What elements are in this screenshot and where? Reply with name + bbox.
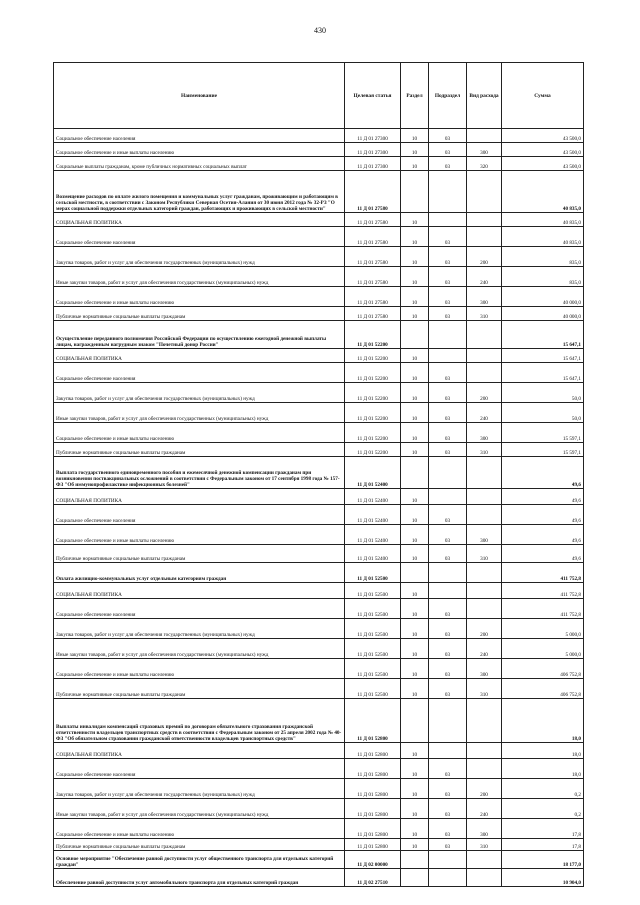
cell-section: 10 (401, 213, 429, 227)
cell-code: 11 Д 01 52800 (345, 779, 401, 799)
cell-subsection: 03 (429, 423, 467, 443)
header-type: Вид расхода (467, 63, 502, 129)
cell-code: 11 Д 01 52400 (345, 505, 401, 525)
cell-type (467, 583, 502, 599)
cell-code: 11 Д 01 52200 (345, 363, 401, 383)
cell-name: Социальное обеспечение населения (54, 129, 345, 143)
cell-subsection: 03 (429, 819, 467, 839)
cell-section: 10 (401, 489, 429, 505)
table-row (54, 819, 584, 839)
cell-sum: 49,6 (502, 545, 584, 563)
cell-subsection (429, 699, 467, 743)
table-row (54, 307, 584, 321)
cell-sum: 835,0 (502, 247, 584, 267)
cell-code: 11 Д 01 52200 (345, 349, 401, 363)
cell-sum: 15 647,1 (502, 363, 584, 383)
table-row (54, 869, 584, 887)
cell-type: 320 (467, 157, 502, 171)
cell-sum: 18 177,0 (502, 851, 584, 869)
table-row (54, 157, 584, 171)
cell-section (401, 851, 429, 869)
cell-code: 11 Д 01 52500 (345, 679, 401, 699)
cell-name: Обеспечение равной доступности услуг автомобильного транспорта для отдельных категорий граждан (54, 869, 345, 887)
cell-code: 11 Д 01 52400 (345, 489, 401, 505)
cell-subsection (429, 213, 467, 227)
cell-subsection: 03 (429, 129, 467, 143)
table-row (54, 851, 584, 869)
cell-type (467, 457, 502, 489)
cell-type (467, 869, 502, 887)
cell-type: 300 (467, 659, 502, 679)
cell-section (401, 869, 429, 887)
cell-sum: 50,0 (502, 383, 584, 403)
cell-section (401, 699, 429, 743)
cell-subsection: 03 (429, 383, 467, 403)
table-row (54, 779, 584, 799)
cell-type (467, 129, 502, 143)
cell-subsection: 03 (429, 443, 467, 457)
cell-sum: 18,0 (502, 743, 584, 759)
cell-sum: 49,6 (502, 505, 584, 525)
table-row (54, 171, 584, 213)
cell-sum: 17,8 (502, 839, 584, 851)
cell-name: Публичные нормативные социальные выплаты гражданам (54, 545, 345, 563)
cell-type (467, 227, 502, 247)
cell-type: 310 (467, 545, 502, 563)
cell-section: 10 (401, 307, 429, 321)
cell-section: 10 (401, 267, 429, 287)
cell-section: 10 (401, 743, 429, 759)
cell-subsection: 03 (429, 839, 467, 851)
cell-subsection (429, 489, 467, 505)
cell-name: Социальное обеспечение и иные выплаты населению (54, 423, 345, 443)
cell-name: Социальные выплаты гражданам, кроме публичных нормативных социальных выплат (54, 157, 345, 171)
cell-sum: 50,0 (502, 403, 584, 423)
cell-type (467, 349, 502, 363)
table-row (54, 599, 584, 619)
cell-code: 11 Д 01 27300 (345, 157, 401, 171)
cell-subsection (429, 171, 467, 213)
cell-subsection: 03 (429, 267, 467, 287)
cell-subsection: 03 (429, 599, 467, 619)
cell-code: 11 Д 01 52500 (345, 639, 401, 659)
cell-name: Социальное обеспечение и иные выплаты населению (54, 143, 345, 157)
cell-type: 300 (467, 819, 502, 839)
cell-name: Иные закупки товаров, работ и услуг для обеспечения государственных (муниципальных) нужд (54, 799, 345, 819)
cell-name: СОЦИАЛЬНАЯ ПОЛИТИКА (54, 583, 345, 599)
cell-sum: 43 500,0 (502, 129, 584, 143)
cell-section: 10 (401, 227, 429, 247)
cell-subsection: 03 (429, 287, 467, 307)
cell-section: 10 (401, 799, 429, 819)
cell-type (467, 599, 502, 619)
cell-type: 240 (467, 799, 502, 819)
table-row (54, 639, 584, 659)
cell-type: 310 (467, 443, 502, 457)
cell-sum: 15 647,1 (502, 349, 584, 363)
cell-code: 11 Д 01 52500 (345, 619, 401, 639)
cell-code: 11 Д 01 27300 (345, 129, 401, 143)
cell-code: 11 Д 01 52800 (345, 819, 401, 839)
cell-code: 11 Д 02 27510 (345, 869, 401, 887)
cell-section: 10 (401, 619, 429, 639)
cell-code: 11 Д 01 52500 (345, 583, 401, 599)
cell-section: 10 (401, 779, 429, 799)
cell-subsection: 03 (429, 403, 467, 423)
cell-type: 240 (467, 267, 502, 287)
table-row (54, 403, 584, 423)
cell-subsection: 03 (429, 639, 467, 659)
cell-subsection (429, 457, 467, 489)
cell-subsection (429, 869, 467, 887)
table-row (54, 287, 584, 307)
cell-code: 11 Д 01 52500 (345, 599, 401, 619)
cell-section: 10 (401, 363, 429, 383)
table-row (54, 505, 584, 525)
table-row (54, 743, 584, 759)
cell-name: Публичные нормативные социальные выплаты гражданам (54, 839, 345, 851)
cell-sum: 406 752,8 (502, 679, 584, 699)
cell-name: Социальное обеспечение и иные выплаты населению (54, 525, 345, 545)
cell-subsection: 03 (429, 525, 467, 545)
cell-sum: 49,6 (502, 525, 584, 545)
cell-sum: 411 752,8 (502, 583, 584, 599)
cell-name: Социальное обеспечение населения (54, 505, 345, 525)
cell-type: 310 (467, 307, 502, 321)
cell-subsection (429, 349, 467, 363)
cell-sum: 40 835,0 (502, 227, 584, 247)
cell-code: 11 Д 01 52400 (345, 545, 401, 563)
cell-subsection: 03 (429, 227, 467, 247)
cell-name: Закупка товаров, работ и услуг для обеспечения государственных (муниципальных) нужд (54, 383, 345, 403)
table-row (54, 363, 584, 383)
cell-type: 300 (467, 423, 502, 443)
cell-type: 240 (467, 639, 502, 659)
cell-sum: 0,2 (502, 779, 584, 799)
cell-section: 10 (401, 423, 429, 443)
cell-section: 10 (401, 287, 429, 307)
cell-sum: 0,2 (502, 799, 584, 819)
cell-section: 10 (401, 659, 429, 679)
cell-sum: 411 752,8 (502, 599, 584, 619)
cell-type: 310 (467, 839, 502, 851)
cell-name: СОЦИАЛЬНАЯ ПОЛИТИКА (54, 489, 345, 505)
cell-sum: 40 000,0 (502, 287, 584, 307)
cell-subsection: 03 (429, 247, 467, 267)
cell-code: 11 Д 01 52200 (345, 443, 401, 457)
cell-sum: 406 752,8 (502, 659, 584, 679)
cell-section: 10 (401, 599, 429, 619)
table-row (54, 679, 584, 699)
cell-type (467, 489, 502, 505)
cell-type: 300 (467, 525, 502, 545)
cell-type (467, 743, 502, 759)
header-name: Наименование (54, 63, 345, 129)
cell-name: Публичные нормативные социальные выплаты гражданам (54, 443, 345, 457)
cell-code: 11 Д 01 27580 (345, 307, 401, 321)
cell-subsection: 03 (429, 619, 467, 639)
cell-section (401, 321, 429, 349)
cell-section: 10 (401, 639, 429, 659)
table-row (54, 227, 584, 247)
cell-name: Закупка товаров, работ и услуг для обеспечения государственных (муниципальных) нужд (54, 619, 345, 639)
cell-type: 300 (467, 143, 502, 157)
cell-sum: 43 500,0 (502, 143, 584, 157)
table-row (54, 699, 584, 743)
cell-name: Социальное обеспечение и иные выплаты населению (54, 287, 345, 307)
table-row (54, 267, 584, 287)
table-body (54, 129, 584, 887)
cell-name: Выплаты инвалидам компенсаций страховых премий по договорам обязательного страхования гражданской ответственности владельцев транспортных средств в соответствии с Федеральным законом от 25 апреля 2002 года № 40-ФЗ "Об обязательном страховании гражданской ответственности владельцев транспортных средств" (54, 699, 345, 743)
cell-code: 11 Д 01 52800 (345, 743, 401, 759)
cell-sum: 49,6 (502, 457, 584, 489)
cell-name: Социальное обеспечение населения (54, 363, 345, 383)
cell-type (467, 171, 502, 213)
cell-code: 11 Д 01 52800 (345, 799, 401, 819)
cell-subsection: 03 (429, 779, 467, 799)
cell-section: 10 (401, 443, 429, 457)
cell-sum: 15 597,1 (502, 423, 584, 443)
cell-subsection: 03 (429, 545, 467, 563)
cell-sum: 40 835,0 (502, 213, 584, 227)
table-row (54, 563, 584, 583)
cell-sum: 10 904,0 (502, 869, 584, 887)
cell-code: 11 Д 01 27580 (345, 247, 401, 267)
table-row (54, 525, 584, 545)
cell-sum: 5 000,0 (502, 639, 584, 659)
cell-type (467, 563, 502, 583)
cell-name: Иные закупки товаров, работ и услуг для обеспечения государственных (муниципальных) нужд (54, 403, 345, 423)
table-row (54, 545, 584, 563)
table-row (54, 129, 584, 143)
table-row (54, 349, 584, 363)
cell-code: 11 Д 01 52500 (345, 659, 401, 679)
cell-sum: 49,6 (502, 489, 584, 505)
cell-code: 11 Д 02 00000 (345, 851, 401, 869)
cell-name: Социальное обеспечение населения (54, 759, 345, 779)
cell-sum: 40 000,0 (502, 307, 584, 321)
cell-code: 11 Д 01 52800 (345, 759, 401, 779)
cell-code: 11 Д 01 52800 (345, 699, 401, 743)
cell-section: 10 (401, 759, 429, 779)
cell-subsection (429, 851, 467, 869)
cell-code: 11 Д 01 52400 (345, 457, 401, 489)
cell-type: 200 (467, 247, 502, 267)
cell-code: 11 Д 01 27300 (345, 143, 401, 157)
cell-name: Закупка товаров, работ и услуг для обеспечения государственных (муниципальных) нужд (54, 779, 345, 799)
table-row (54, 383, 584, 403)
cell-section: 10 (401, 583, 429, 599)
table-row (54, 583, 584, 599)
cell-type: 200 (467, 779, 502, 799)
cell-subsection (429, 583, 467, 599)
cell-subsection: 03 (429, 505, 467, 525)
cell-section: 10 (401, 349, 429, 363)
cell-section: 10 (401, 157, 429, 171)
cell-type (467, 851, 502, 869)
cell-code: 11 Д 01 52500 (345, 563, 401, 583)
cell-section: 10 (401, 819, 429, 839)
cell-code: 11 Д 01 52200 (345, 321, 401, 349)
cell-sum: 5 000,0 (502, 619, 584, 639)
cell-sum: 835,0 (502, 267, 584, 287)
table-row (54, 423, 584, 443)
cell-section (401, 457, 429, 489)
cell-sum: 15 597,1 (502, 443, 584, 457)
cell-name: Выплата государственного единовременного пособия и ежемесячной денежной компенсации гражданам при возникновении поствакцинальных осложнений в соответствии с Федеральным законом от 17 сентября 1998 года № 157-ФЗ "Об иммунопрофилактике инфекционных болезней" (54, 457, 345, 489)
table-row (54, 443, 584, 457)
cell-name: Публичные нормативные социальные выплаты гражданам (54, 679, 345, 699)
cell-sum: 15 647,1 (502, 321, 584, 349)
cell-name: Оплата жилищно-коммунальных услуг отдельным категориям граждан (54, 563, 345, 583)
cell-name: Публичные нормативные социальные выплаты гражданам (54, 307, 345, 321)
cell-name: Иные закупки товаров, работ и услуг для обеспечения государственных (муниципальных) нужд (54, 267, 345, 287)
cell-sum: 40 835,0 (502, 171, 584, 213)
cell-subsection (429, 563, 467, 583)
cell-type: 300 (467, 287, 502, 307)
cell-section: 10 (401, 143, 429, 157)
cell-sum: 17,8 (502, 819, 584, 839)
cell-name: СОЦИАЛЬНАЯ ПОЛИТИКА (54, 213, 345, 227)
table-row (54, 839, 584, 851)
header-code: Целевая статья (345, 63, 401, 129)
cell-type: 310 (467, 679, 502, 699)
cell-section: 10 (401, 247, 429, 267)
table-header-row (54, 63, 584, 129)
cell-section: 10 (401, 383, 429, 403)
budget-table (53, 62, 584, 887)
table-row (54, 213, 584, 227)
cell-name: СОЦИАЛЬНАЯ ПОЛИТИКА (54, 349, 345, 363)
table-row (54, 619, 584, 639)
cell-type (467, 505, 502, 525)
cell-sum: 43 500,0 (502, 157, 584, 171)
cell-type (467, 213, 502, 227)
cell-name: Социальное обеспечение и иные выплаты населению (54, 819, 345, 839)
cell-section: 10 (401, 839, 429, 851)
table-row (54, 143, 584, 157)
cell-code: 11 Д 01 52200 (345, 423, 401, 443)
table-row (54, 759, 584, 779)
cell-code: 11 Д 01 52400 (345, 525, 401, 545)
cell-subsection: 03 (429, 363, 467, 383)
table-row (54, 489, 584, 505)
cell-name: Возмещение расходов по оплате жилого помещения и коммунальных услуг гражданам, проживающим и работающим в сельской местности, в соответствии с Законом Республики Северная Осетия-Алания от 30 июня 2012 года № 32-РЗ "О мерах социальной поддержки отдельных категорий граждан, работающих и проживающих в сельской местности" (54, 171, 345, 213)
cell-name: Социальное обеспечение населения (54, 599, 345, 619)
cell-sum: 18,0 (502, 699, 584, 743)
cell-subsection: 03 (429, 759, 467, 779)
cell-subsection: 03 (429, 679, 467, 699)
cell-type (467, 363, 502, 383)
cell-subsection: 03 (429, 307, 467, 321)
cell-section (401, 171, 429, 213)
header-section: Раздел (401, 63, 429, 129)
cell-code: 11 Д 01 27580 (345, 171, 401, 213)
cell-name: Иные закупки товаров, работ и услуг для обеспечения государственных (муниципальных) нужд (54, 639, 345, 659)
cell-subsection (429, 321, 467, 349)
table-row (54, 659, 584, 679)
cell-type: 200 (467, 383, 502, 403)
cell-type (467, 699, 502, 743)
cell-code: 11 Д 01 27580 (345, 213, 401, 227)
cell-section: 10 (401, 505, 429, 525)
page-number: 430 (314, 26, 326, 35)
table-row (54, 247, 584, 267)
cell-section: 10 (401, 545, 429, 563)
cell-code: 11 Д 01 52800 (345, 839, 401, 851)
cell-name: Осуществление переданного полномочия Российской Федерации по осуществлению ежегодной денежной выплаты лицам, награжденным нагрудным знаком "Почетный донор России" (54, 321, 345, 349)
cell-name: Социальное обеспечение и иные выплаты населению (54, 659, 345, 679)
cell-sum: 411 752,8 (502, 563, 584, 583)
cell-code: 11 Д 01 52200 (345, 403, 401, 423)
cell-name: СОЦИАЛЬНАЯ ПОЛИТИКА (54, 743, 345, 759)
table-row (54, 457, 584, 489)
cell-section (401, 563, 429, 583)
cell-subsection: 03 (429, 659, 467, 679)
cell-subsection: 03 (429, 799, 467, 819)
cell-sum: 18,0 (502, 759, 584, 779)
cell-name: Социальное обеспечение населения (54, 227, 345, 247)
table-row (54, 321, 584, 349)
cell-name: Основное мероприятие "Обеспечение равной доступности услуг общественного транспорта для отдельных категорий граждан" (54, 851, 345, 869)
cell-section: 10 (401, 525, 429, 545)
cell-type: 240 (467, 403, 502, 423)
cell-section: 10 (401, 129, 429, 143)
cell-code: 11 Д 01 27580 (345, 287, 401, 307)
cell-type: 200 (467, 619, 502, 639)
cell-subsection: 03 (429, 157, 467, 171)
cell-section: 10 (401, 679, 429, 699)
cell-name: Закупка товаров, работ и услуг для обеспечения государственных (муниципальных) нужд (54, 247, 345, 267)
cell-code: 11 Д 01 27580 (345, 227, 401, 247)
header-subsection: Подраздел (429, 63, 467, 129)
cell-subsection: 03 (429, 143, 467, 157)
cell-type (467, 759, 502, 779)
header-sum: Сумма (502, 63, 584, 129)
cell-code: 11 Д 01 27580 (345, 267, 401, 287)
cell-type (467, 321, 502, 349)
cell-subsection (429, 743, 467, 759)
table-row (54, 799, 584, 819)
cell-code: 11 Д 01 52200 (345, 383, 401, 403)
cell-section: 10 (401, 403, 429, 423)
